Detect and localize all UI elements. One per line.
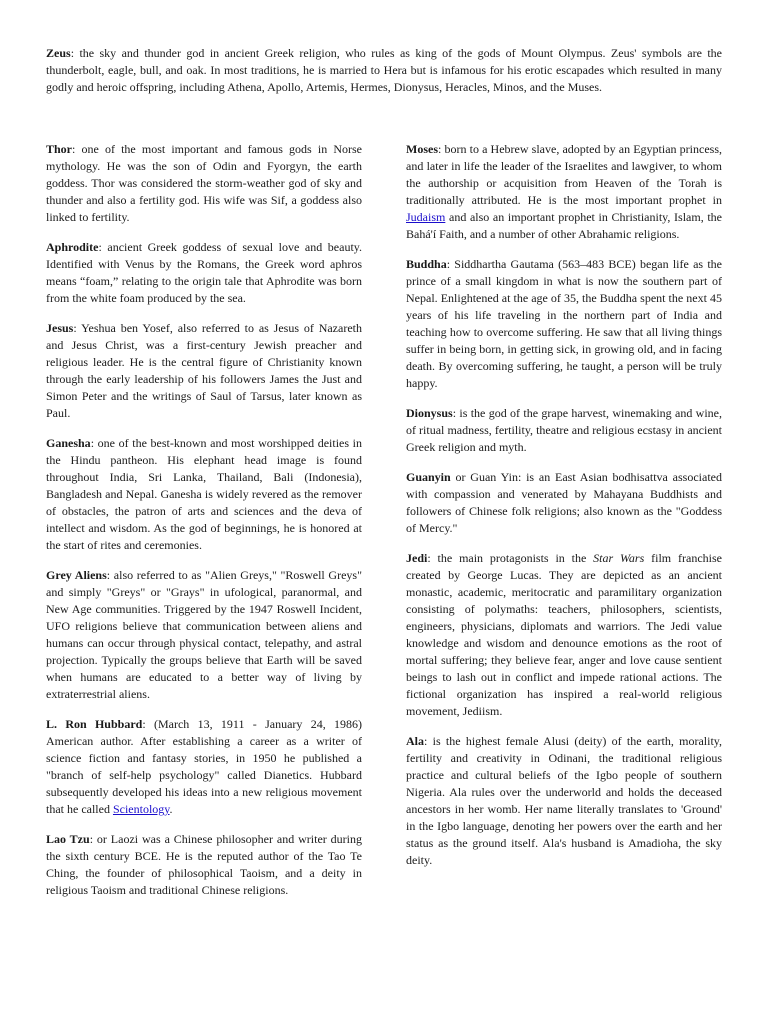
entry-term: Ala bbox=[406, 734, 424, 748]
entry-guanyin bbox=[406, 469, 722, 537]
entry-text: : the main protagonists in the bbox=[427, 551, 594, 565]
entry-text-end: . bbox=[169, 802, 173, 816]
entry-text: : Siddhartha Gautama (563–483 BCE) began life as the prince of a small kingdom in what is now the southern part of Nepal. Enlightened at the age of 35, the Buddha spent the next 45 years of his life traveling in the northern part of India and teaching how to overcome suffering. He saw that all living things suffer in being born, in getting sick, in growing old, and in facing death. By overcoming suffering, he taught, a person will be truly happy. bbox=[406, 257, 722, 390]
entry-term: Aphrodite bbox=[46, 240, 99, 254]
entry-aphrodite bbox=[46, 239, 362, 307]
scientology-link[interactable]: Scientology bbox=[112, 802, 170, 816]
entry-term: Thor bbox=[46, 142, 73, 156]
entry-term: Buddha bbox=[406, 257, 447, 271]
entry-text: : one of the most important and famous gods in Norse mythology. He was the son of Odin and Fyorgyn, the earth goddess. Thor was considered the storm-weather god of sky and thunder and also a fertility god. His wife was Sif, a goddess also linked to fertility. bbox=[46, 142, 362, 224]
entry-term: L. Ron Hubbard bbox=[46, 717, 143, 731]
entry-jedi bbox=[406, 550, 722, 720]
entry-term: Moses bbox=[406, 142, 438, 156]
entry-term: Grey Aliens bbox=[46, 568, 107, 582]
entry-grey-aliens bbox=[46, 567, 362, 703]
entry-text: : is the god of the grape harvest, winemaking and wine, of ritual madness, fertility, theatre and religious ecstasy in ancient Greek religion and myth. bbox=[406, 406, 722, 454]
star-wars-title: Star Wars bbox=[593, 551, 645, 565]
entry-text: : (March 13, 1911 - January 24, 1986) American author. After establishing a career as a writer of science fiction and fantasy stories, in 1950 he published a "branch of self-help psychology" called Dianetics. Hubbard subsequently developed his ideas into a new religious movement that he called bbox=[46, 717, 363, 816]
entry-text: : one of the best-known and most worshipped deities in the Hindu pantheon. His elephant head image is found throughout India, Sri Lanka, Thailand, Bali (Indonesia), Bangladesh and Nepal. Ganesha is widely revered as the remover of obstacles, the patron of arts and sciences and the deva of intellect and wisdom. As the god of beginnings, he is honored at the start of rites and ceremonies. bbox=[46, 436, 362, 552]
entry-lao-tzu bbox=[46, 831, 362, 899]
judaism-link[interactable]: Judaism bbox=[406, 210, 446, 224]
entry-text: : the sky and thunder god in ancient Greek religion, who rules as king of the gods of Mount Olympus. Zeus' symbols are the thunderbolt, eagle, bull, and oak. In most traditions, he is married to Hera but is infamous for his erotic escapades which resulted in many godly and heroic offspring, including Athena, Apollo, Artemis, Hermes, Dionysus, Heracles, Minos, and the Muses. bbox=[46, 46, 722, 94]
entry-text: or Guan Yin: is an East Asian bodhisattva associated with compassion and venerated by Mahayana Buddhists and followers of Chinese folk religions; also known as the "Goddess of Mercy." bbox=[406, 470, 722, 535]
entry-buddha bbox=[406, 256, 722, 392]
entry-text-end: and also an important prophet in Christianity, Islam, the Bahá'í Faith, and a number of other Abrahamic religions. bbox=[406, 210, 722, 241]
entry-text: : also referred to as "Alien Greys," "Roswell Greys" and simply "Greys" or "Grays" in ufological, paranormal, and New Age communities. Triggered by the 1947 Roswell Incident, UFO religions believe that communication between aliens and humans can occur through physical contact, telepathy, and astral projection. Typically the groups believe that Earth will be saved when humans are educated to a better way of living by extraterrestrial aliens. bbox=[46, 568, 362, 701]
entry-zeus bbox=[46, 45, 722, 96]
entry-term: Jedi bbox=[406, 551, 428, 565]
entry-term: Lao Tzu bbox=[46, 832, 90, 846]
entry-ganesha bbox=[46, 435, 362, 554]
entry-ala bbox=[406, 733, 722, 869]
entry-term: Guanyin bbox=[406, 470, 451, 484]
entry-term: Zeus bbox=[46, 46, 71, 60]
entry-text-end: film franchise created by George Lucas. They are depicted as an ancient monastic, academic, meritocratic and paramilitary organization consisting of polymaths: teachers, philosophers, scientists, engineers, physicians, diplomats and warriors. The Jedi value knowledge and wisdom and denounce emotions as the root of mortal suffering; they believe fear, anger and love cause sentient beings to lash out in conflict and impede rational actions. The fictional organization has inspired a real-world religious movement, Jediism. bbox=[406, 551, 722, 718]
left-column bbox=[46, 141, 362, 912]
entry-term: Dionysus bbox=[406, 406, 453, 420]
entry-text: : or Laozi was a Chinese philosopher and writer during the sixth century BCE. He is the reputed author of the Tao Te Ching, the founder of philosophical Taoism, and a deity in religious Taoism and traditional Chinese religions. bbox=[46, 832, 362, 897]
entry-moses bbox=[406, 141, 722, 243]
entry-text: : born to a Hebrew slave, adopted by an Egyptian princess, and later in life the leader of the Israelites and lawgiver, to whom the authorship or acquisition from Heaven of the Torah is traditionally attributed. He is the most important prophet in bbox=[406, 142, 722, 207]
entry-term: Ganesha bbox=[46, 436, 91, 450]
entry-jesus bbox=[46, 320, 362, 422]
right-column bbox=[406, 141, 722, 882]
entry-l-ron-hubbard bbox=[46, 716, 362, 818]
entry-text: : is the highest female Alusi (deity) of the earth, morality, fertility and creativity in Odinani, the traditional religious practice and cultural beliefs of the Igbo people of southern Nigeria. Ala rules over the underworld and holds the deceased ancestors in her womb. Her name literally translates to 'Ground' in the Igbo language, denoting her powers over the earth and her status as the ground itself. Ala's husband is Amadioha, the sky deity. bbox=[406, 734, 722, 867]
entry-text: : ancient Greek goddess of sexual love and beauty. Identified with Venus by the Romans, the Greek word aphros means “foam,” relating to the origin tale that Aphrodite was born from the white foam produced by the sea. bbox=[46, 240, 362, 305]
entry-text: : Yeshua ben Yosef, also referred to as Jesus of Nazareth and Jesus Christ, was a first-century Jewish preacher and religious leader. He is the central figure of Christianity known through the early leadership of his followers James the Just and Simon Peter and the writings of Saul of Tarsus, later known as Paul. bbox=[46, 321, 362, 420]
entry-term: Jesus bbox=[46, 321, 74, 335]
entry-dionysus bbox=[406, 405, 722, 456]
entry-thor bbox=[46, 141, 362, 226]
